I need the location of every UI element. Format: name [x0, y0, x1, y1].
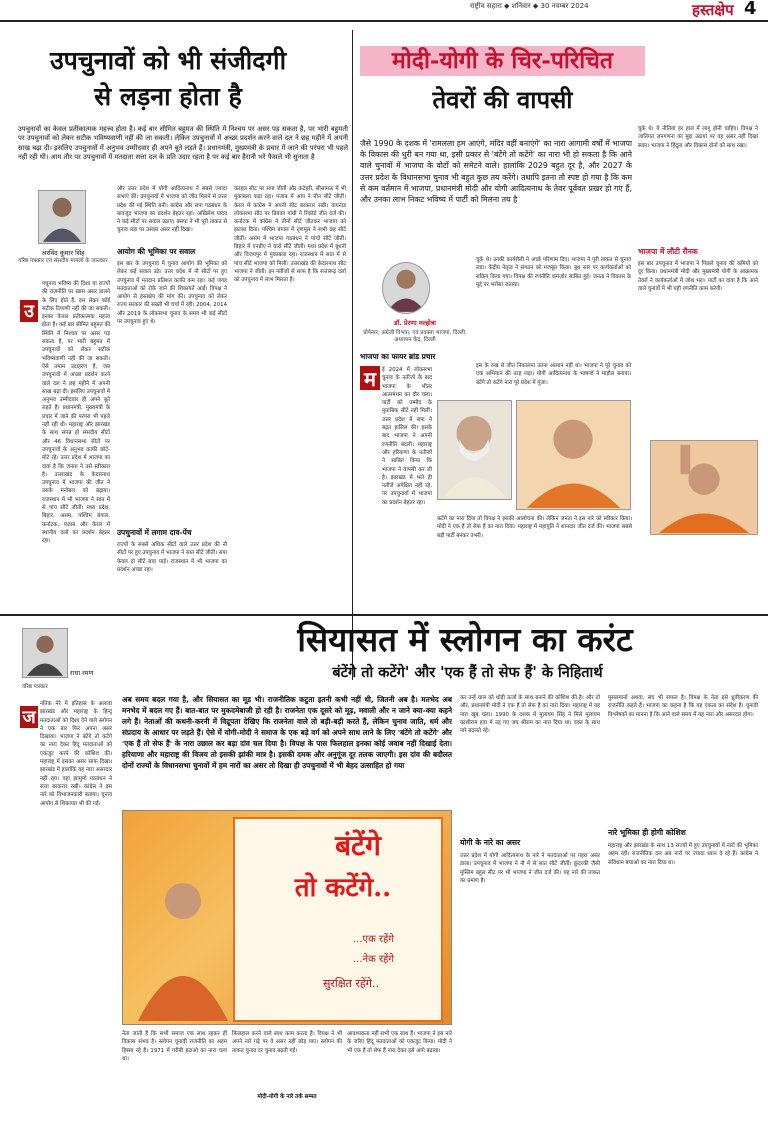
right-author-name: डॉ. प्रेरणा मल्होत्रा	[394, 319, 436, 327]
bottom-column-3: उत्तर प्रदेश में योगी आदित्यनाथ के नारे ने मतदाताओं पर गहरा असर डाला। उपचुनाव में भाजपा ने नौ में से सात सीटें जीतीं। कुंदरकी जैसी मुस्लिम बहुल सीट पर भी भाजपा ने जीत दर्ज की। यह नारे की ताकत का प्रमाण है।	[460, 853, 600, 884]
banner-slogan-line-1: बंटेंगे	[335, 829, 381, 862]
page-header	[0, 0, 768, 22]
left-column-3: करहल सीट पर सपा जीती और कटेहरी, सीसामऊ में भी मुकाबला कड़ा रहा। पंजाब में आप ने तीन सीटें जीतीं। केरल में कांग्रेस ने अपनी सीट बरकरार रखी। वायनाड लोकसभा सीट पर प्रियंका गांधी ने रिकॉर्ड जीत दर्ज की। कर्नाटक में कांग्रेस ने तीनों सीटें जीतकर भाजपा को झटका दिया। पश्चिम बंगाल में तृणमूल ने सभी छह सीटें जीतीं। असम में भाजपा गठबंधन ने पांचों सीटें जीतीं। बिहार में एनडीए ने चारों सीटें जीतीं। मध्य प्रदेश में बुधनी और विजयपुर में मुकाबला रहा। राजस्थान में सात में से पांच सीटें भाजपा को मिलीं। उत्तराखंड की केदारनाथ सीट भाजपा ने जीती। इन नतीजों से साफ है कि सत्तारूढ़ दलों को उपचुनाव में लाभ मिलता है।	[234, 186, 346, 284]
masthead-logo: हस्तक्षेप	[692, 1, 734, 19]
left-subhead-1: आयोग की भूमिका पर सवाल	[117, 247, 196, 256]
bottom-subhead-2: नारे भूमिका ही होगी कोशिश	[608, 828, 686, 837]
banner-side-3: सुरक्षित रहेंगे..	[323, 977, 379, 990]
bottom-drop-cap: ज	[20, 706, 38, 728]
left-author-name: अरविंद कुमार सिंह	[41, 249, 85, 257]
bottom-mid-col-c: आवश्यकता नहीं सभी एक साथ हैं। भाजपा ने इस नारे के जरिए हिंदू मतदाताओं को एकजुट किया। मोदी ने भी एक हैं तो सेफ हैं नारा देकर इसे आगे बढ़ाया।	[347, 1031, 452, 1054]
bottom-subhead-1: योगी के नारे का असर	[460, 838, 521, 847]
bottom-mid-col-a: नेता जाती हैं कि सभी समाज एक साथ रहकर ही विकास संभव है। स्लोगन चुनावी राजनीति का अहम हिस्सा रहे हैं। 1971 में गरीबी हटाओ का नारा चला था।	[122, 1031, 227, 1062]
yogi-rally-photo	[650, 440, 758, 535]
bottom-column-4: महाराष्ट्र और झारखंड के साथ 13 राज्यों में हुए उपचुनावों में नारों की भूमिका अहम रही। राजनीतिक दल अब नारों पर ज्यादा ध्यान दे रहे हैं। कांग्रेस ने संविधान बचाओ का नारा दिया था।	[608, 843, 758, 866]
left-lede: उपचुनावों का केवल प्रतीकात्मक महत्त्व होता है। कई बार सीमित बहुमत की स्थिति में निश्चय पर असर पड़ सकता है, पर भारी बहुमती पर उपचुनावों को लेकर सटीक भविष्यवाणी नहीं की जा सकती। लेकिन उपचुनावों में अच्छा प्रदर्शन करने वाले दल ने छह महीने में अपनी साख बढ़ा दी। इसलिए उपचुनावों में अनुभव उम्मीदवार ही अपने बूते लड़ते हैं। प्रधानमंत्री, मुख्यमंत्री के प्रचार में जाने की परंपरा भी पहले नहीं रही थी। आम तौर पर उपचुनावों में मतदाता सत्ता दल के प्रति उदार रहता है पर कई बार हैरानी भरे फैसले भी सुनाता है	[18, 125, 348, 162]
left-subhead-2: उपचुनावों में लगाम दाव-पेंच	[117, 528, 192, 537]
left-headline-line-1: उपचुनावों को भी संजीदगी	[49, 46, 287, 75]
bottom-mid-col-b: फिलहाल करने वाले साथ काम करता है। विपक्ष ने भी अपने नारे गढ़े पर वे असर नहीं छोड़ पाए। स्लोगन की ताकत चुनाव दर चुनाव बढ़ती गई।	[232, 1031, 342, 1054]
right-column-c: कटेंगे का नारा दिया तो विपक्ष ने इसकी आलोचना की। लेकिन जनता ने इस नारे को स्वीकार किया। मोदी ने एक हैं तो सेफ हैं का नारा दिया। महाराष्ट्र में महायुति ने शानदार जीत दर्ज की। भाजपा सबसे बड़ी पार्टी बनकर उभरी।	[437, 516, 632, 539]
modi-portrait-icon	[438, 400, 511, 499]
page-number: 4	[744, 0, 757, 19]
yogi-portrait-icon	[517, 400, 630, 509]
bottom-column-1: नतिक नेरे में इतिहास के अलावा झारखंड और महाराष्ट्र के हिन्दू मतदाताओं को दिशा देने वाले स्लोगन ने एक बार फिर अपना असर दिखाया। भाजपा ने बंटेंगे तो कटेंगे का नारा देकर हिंदू मतदाताओं को एकजुट करने की कोशिश की। महाराष्ट्र में इसका असर साफ दिखा। झारखंड में हालांकि यह नारा असरदार नहीं रहा। वहां झामुमो गठबंधन ने सत्ता बरकरार रखी। कांग्रेस ने इस नारे को विभाजनकारी बताया। चुनाव आयोग से शिकायत भी की गई।	[40, 701, 112, 807]
right-headline-line-1: मोदी-योगी के चिर-परिचित	[360, 46, 645, 76]
crowd-figure-icon	[133, 871, 233, 1021]
yogi-photo	[516, 400, 631, 510]
banner-side-1: ...एक रहेंगे	[353, 934, 394, 945]
right-author-role: प्रोफेसर, अंग्रेजी विभाग, एवं प्रवक्ता भाजपा, दिल्ली, अध्यापन केंद्र, दिल्ली	[363, 330, 467, 343]
person-icon	[383, 262, 429, 313]
bottom-author-name: राधा रमण	[70, 669, 94, 677]
slogan-banner-photo	[122, 810, 452, 1025]
right-lede: जैसे 1990 के दशक में 'रामलला हम आएंगे, मंदिर वहीं बनाएंगे' का नारा आगामी वर्षों में भाजपा के विकास की धुरी बन गया था, इसी प्रकार से 'बंटेंगे तो कटेंगे' का नारा भी हो सकता है कि आने वाले चुनावों में भाजपा के वोटों को समेटने वाले। हालांकि 2029 बहुत दूर है, और 2027 के उत्तर प्रदेश के विधानसभा चुनाव भी बहुत कुछ तय करेंगे। तथापि इतना तो स्पष्ट हो गया है कि कम से कम वर्तमान में भाजपा, प्रधानमंत्री मोदी और योगी आदित्यनाथ के तेवर पूर्ववत प्रखर हो गए हैं, और उनका लाभ निकट भविष्य में पार्टी को मिलना तय है	[360, 139, 632, 205]
author-photo-prerna	[382, 262, 430, 314]
right-column-far: इस बार उपचुनाव में भाजपा ने पिछले चुनाव की कमियों को दूर किया। प्रधानमंत्री मोदी और मुख्यमंत्री योगी के आक्रामक तेवरों ने कार्यकर्ताओं में जोश भरा। पार्टी का दावा है कि आने वाले चुनावों में भी यही रणनीति काम करेगी।	[638, 261, 758, 292]
banner-slogan-line-2: तो कटेंगे..	[294, 873, 392, 903]
author-photo-radha	[22, 628, 68, 678]
modi-photo	[437, 400, 512, 500]
bottom-author-role: वरिष्ठ पत्रकार	[22, 684, 48, 690]
bottom-column-3-top: कर उन्हें चाल को थोड़ी ऊर्जा के साथ बनाने की कोशिश की है। और तो और, प्रधानमंत्री मोदी ने एक हैं तो सेफ हैं का नारा दिया। महाराष्ट्र में यह नारा खूब चला। 1990 के दशक में मुलायम सिंह ने मिले मुलायम कांशीराम हवा में उड़ गए जय श्रीराम का नारा दिया था। वक्त के साथ नारे बदलते रहे।	[460, 695, 600, 735]
right-column-a: चुके थे। उनकी कार्यशैली ने अच्छे परिणाम दिए। भाजपा ने पूरी ताकत से चुनाव लड़ा। केंद्रीय नेतृत्व ने संगठन को मजबूत किया। बूथ स्तर पर कार्यकर्ताओं को सक्रिय किया गया। विपक्ष की रणनीति कमजोर साबित हुई। जनता ने विकास के मुद्दे पर भरोसा जताया।	[476, 257, 631, 288]
raised-hand-icon	[651, 440, 757, 534]
section-divider	[0, 614, 768, 616]
left-drop-cap: उ	[20, 300, 38, 322]
banner-side-2: ...नेक रहेंगे	[353, 954, 394, 965]
column-divider	[352, 30, 353, 680]
bottom-headline: सियासत में स्लोगन का करंट	[297, 620, 633, 659]
left-author-role: वरिष्ठ पत्रकार एवं संसदीय मामलों के जानकार	[18, 258, 108, 264]
right-column-far-top: चुके थे। ये नीतियां हर हाल में लागू होनी चाहिए। विपक्ष ने जातिगत जनगणना का मुद्दा उठाया पर वह असर नहीं दिखा सका। भाजपा ने हिंदुत्व और विकास दोनों को साथ रखा।	[638, 126, 758, 149]
right-column-a2: इस के रुख से जीत निकालना उतना आसान नहीं था। भाजपा ने पूरे चुनाव को एक अभियान की तरह लड़ा। योगी आदित्यनाथ के भाषणों ने माहौल बनाया। बंटेंगे तो कटेंगे नारा पूरे प्रदेश में गूंजा।	[476, 363, 631, 386]
bottom-caption: मोदी-योगी के नारे तर्क सम्मत	[257, 1094, 317, 1100]
person-icon	[39, 190, 85, 243]
left-column-2-top: और उत्तर प्रदेश में योगी आदित्यनाथ ने सबसे ज्यादा सभाएं कीं। उपचुनावों में भाजपा को जीत मिलने से उत्तर प्रदेश की नई स्थिति बनी। कांग्रेस और सपा गठबंधन के बावजूद भाजपा का प्रदर्शन बेहतर रहा। अखिलेश यादव ने कई सीटों पर सवाल उठाए। बसपा ने भी पूरी ताकत से चुनाव लड़ा पर उसका असर नहीं दिखा।	[117, 186, 227, 234]
left-column-1: पचुनाव भविष्य की दिशा या राज्यों की राजनीति पर खास असर डालने के लिए होते हैं, इस लेकर कोई सटीक टिप्पणी नहीं की जा सकती। इनका केवल प्रतीकात्मक महत्त्व होता है। कई बार सीमित बहुमत की स्थिति में निश्चय पर असर पड़ सकता है, पर भारी बहुमत में उपचुनावों को लेकर सटीक भविष्यवाणी नहीं की जा सकती। ऐसे तमाम उदाहरण हैं, जब उपचुनावों में अच्छा प्रदर्शन करने वाले दल ने छह महीने में अपनी साख बढ़ा दी। इसलिए उपचुनावों में अनुभव उम्मीदवार ही अपने बूते लड़ते हैं। प्रधानमंत्री, मुख्यमंत्री के प्रचार में जाने की परंपरा भी पहले नहीं रही थी। महाराष्ट्र और झारखंड के साथ संपन्न हो संसदीय सीटों और 46 विधानसभा सीटों पर उपचुनावों के अनुभव काफी छोटे-मोटे रहे। उत्तर प्रदेश में भाजपा का दावा है कि जनता ने उसे स्वीकारा है। उत्तराखंड के केदारनाथ उपचुनाव में भाजपा की जीत ने उसके मनोबल को बढ़ाया। राजस्थान में भी भाजपा ने सात में से पांच सीटें जीतीं। मध्य प्रदेश, बिहार, असम, पश्चिम बंगाल, कर्नाटक, पंजाब और केरल में स्थानीय दलों का प्रदर्शन बेहतर रहा।	[42, 281, 110, 545]
right-column-b: ई 2024 में लोकसभा चुनाव के नतीजों के बाद भाजपा के भीतर आत्ममंथन का दौर चला। पार्टी को उम्मीद के मुताबिक सीटें नहीं मिलीं। उत्तर प्रदेश में सपा ने बढ़त हासिल की। इसके बाद भाजपा ने अपनी रणनीति बदली। महाराष्ट्र और हरियाणा के नतीजों ने साबित किया कि भाजपा ने वापसी कर ली है। झारखंड में भले ही नतीजे अपेक्षित नहीं रहे, पर उपचुनावों में भाजपा का प्रदर्शन बेहतर रहा।	[382, 367, 432, 506]
author-photo-arvind	[38, 190, 86, 244]
left-headline-line-2: से लड़ना होता है	[94, 82, 242, 111]
bottom-column-4-top: मुसलमानों अथवा, संघ भी सफल है। विपक्ष के नेता इसे ध्रुवीकरण की राजनीति कहते हैं। भाजपा का कहना है कि यह एकता का संदेश है। चुनावी विश्लेषकों का मानना है कि आने वाले समय में यह नारा और असरदार होगा।	[608, 695, 758, 718]
bottom-lede: अब समय बदल गया है, और सियासत का मूड भी। राजनीतिक कटुता इतनी कभी नहीं थी, जितनी अब है। मतभेद अब मनभेद में बदल गए हैं। बात-बात पर मुकदमेबाजी हो रही है। राजनेता एक दूसरे को मूढ़, मवाली और न जाने क्या-क्या कहने लगे हैं। नेताओं की कथनी-करनी में विद्रूपता देखिए कि राजनेता वाले तो बड़ी-बड़ी करते हैं, लेकिन चुनाव जाति, धर्म और संप्रदाय के आधार पर लड़ते हैं। ऐसे में योगी-मोदी ने समाज के एक बड़े वर्ग को अपने साथ लाने के लिए 'बंटेंगे तो कटेंगे' और 'एक हैं तो सेफ हैं' के नारा उछाल कर बड़ा दांव चल दिया है। विपक्ष के पास फिलहाल इनका कोई जवाब नहीं दिखाई देता। हरियाणा और महाराष्ट्र की विजय तो इसकी झांकी मात्र है। इसकी दमक और अनुगूंज दूर तलक जाएगी। इस दांव की बदौलत दोनों राज्यों के विधानसभा चुनावों में हम नारों का असर तो दिखा ही उपचुनावों में भी बेहद उत्साहित हो गया	[122, 695, 452, 770]
bottom-subheadline: बंटेंगे तो कटेंगे' और 'एक हैं तो सेफ हैं' के निहितार्थ	[332, 664, 603, 681]
right-subhead-2: भाजपा में लौटी रौनक	[638, 247, 698, 256]
left-column-2-mid: इस बार के उपचुनाव में चुनाव आयोग की भूमिका को लेकर कई सवाल उठे। उत्तर प्रदेश में नौ सीटों पर हुए उपचुनाव में मतदान प्रतिशत काफी कम रहा। कई जगह मतदाताओं को रोके जाने की शिकायतें आईं। विपक्ष ने आयोग से हस्तक्षेप की मांग की। उपचुनाव को लेकर राज्य सरकार की सख्ती भी चर्चा में रही। 2004, 2014 और 2019 के लोकसभा चुनाव के समय भी कई सीटों पर उपचुनाव हुए थे।	[117, 261, 227, 326]
header-strip: राष्ट्रीय सहारा ◆ शनिवार ◆ 30 नवम्बर 2024	[470, 2, 589, 10]
right-drop-cap: म	[360, 366, 380, 390]
right-subhead-1: भाजपा का फायर ब्रांड प्रचार	[360, 352, 436, 361]
left-column-2-bottom: राज्यों के सबसे अधिक सीटों वाले उत्तर प्रदेश की नौ सीटों पर हुए उपचुनाव में भाजपा ने सात सीटें जीतीं। सपा केवल दो सीटें बचा पाई। राजस्थान में भी भाजपा का प्रदर्शन अच्छा रहा।	[117, 542, 227, 573]
person-icon	[23, 628, 67, 677]
right-headline-line-2: तेवरों की वापसी	[432, 85, 573, 114]
